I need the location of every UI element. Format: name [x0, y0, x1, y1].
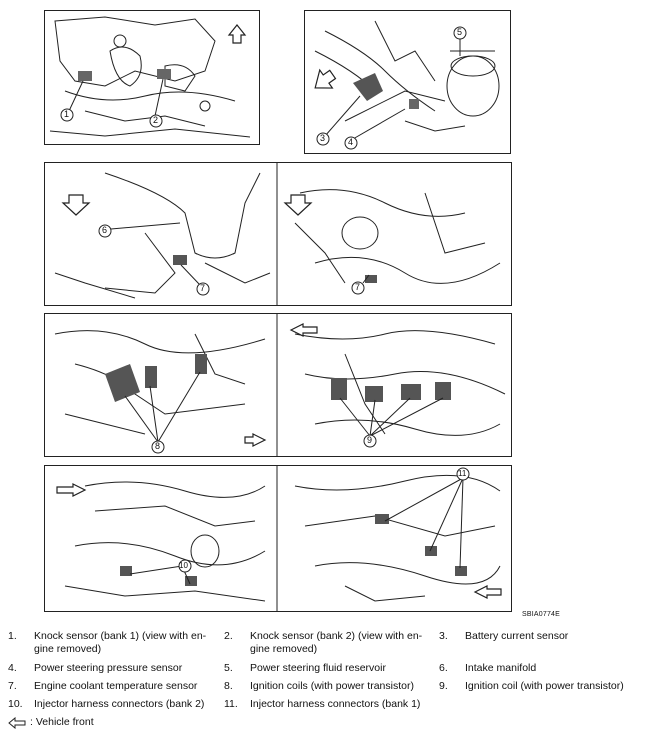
vehicle-front-legend — [8, 716, 308, 732]
callout-4: 4 — [348, 137, 354, 147]
figure-panel-coolant-sensor — [44, 162, 512, 306]
hollow-arrow-left-icon — [8, 717, 26, 729]
engine-drawing-knock-sensors — [45, 11, 259, 144]
callout-8: 8 — [155, 441, 161, 451]
callout-3: 3 — [320, 133, 326, 143]
legend-num: 4. — [8, 662, 17, 674]
figure-code: SBIA0774E — [522, 611, 560, 618]
vehicle-front-label: : Vehicle front — [30, 716, 94, 728]
legend-text: Intake manifold — [465, 662, 537, 674]
legend-num: 1. — [8, 630, 17, 642]
callout-10: 10 — [179, 561, 188, 570]
legend-text-cont: gine removed) — [250, 643, 318, 655]
legend-num: 5. — [224, 662, 233, 674]
legend-row-3 — [8, 680, 643, 698]
legend-num: 8. — [224, 680, 233, 692]
callout-7-alt: 7 — [355, 282, 361, 292]
vehicle-front-arrow-icon — [475, 586, 501, 598]
vehicle-front-arrow-icon — [57, 484, 85, 496]
callout-6: 6 — [102, 225, 108, 235]
callout-2: 2 — [153, 115, 159, 125]
legend-text: Knock sensor (bank 2) (view with en- — [250, 630, 423, 642]
legend-num: 7. — [8, 680, 17, 692]
legend-row-2 — [8, 662, 643, 680]
callout-5: 5 — [457, 27, 463, 37]
legend-num: 11. — [224, 698, 238, 710]
vehicle-front-arrow-icon — [291, 324, 317, 336]
callout-11: 11 — [458, 469, 467, 478]
legend-text: Battery current sensor — [465, 630, 569, 642]
engine-drawing-coolant-sensor — [45, 163, 511, 305]
figure-panel-battery-sensor — [304, 10, 511, 154]
legend-num: 10. — [8, 698, 23, 710]
vehicle-front-arrow-icon — [308, 65, 339, 96]
legend-text: Injector harness connectors (bank 2) — [34, 698, 205, 710]
legend-text: Ignition coils (with power transistor) — [250, 680, 414, 692]
legend-row-4 — [8, 698, 643, 716]
legend-text: Engine coolant temperature sensor — [34, 680, 198, 692]
vehicle-front-arrow-icon — [229, 25, 245, 43]
legend-num: 3. — [439, 630, 448, 642]
figure-panel-knock-sensors — [44, 10, 260, 145]
vehicle-front-arrow-icon — [285, 195, 311, 215]
legend-text: Power steering fluid reservoir — [250, 662, 386, 674]
legend-text: Knock sensor (bank 1) (view with en- — [34, 630, 207, 642]
callout-1: 1 — [64, 109, 70, 119]
legend-num: 2. — [224, 630, 233, 642]
engine-drawing-ignition-coils — [45, 314, 511, 456]
vehicle-front-arrow-icon — [63, 195, 89, 215]
legend-num: 9. — [439, 680, 448, 692]
engine-drawing-battery-sensor — [305, 11, 510, 153]
callout-7: 7 — [200, 283, 206, 293]
legend-text-cont: gine removed) — [34, 643, 102, 655]
legend-text: Ignition coil (with power transistor) — [465, 680, 624, 692]
callout-9: 9 — [367, 435, 373, 445]
engine-drawing-injector-connectors — [45, 466, 511, 611]
figure-panel-injector-connectors — [44, 465, 512, 612]
legend-num: 6. — [439, 662, 448, 674]
legend-text: Power steering pressure sensor — [34, 662, 183, 674]
vehicle-front-arrow-icon — [245, 434, 265, 446]
legend-text: Injector harness connectors (bank 1) — [250, 698, 421, 710]
legend-row-1 — [8, 630, 643, 660]
figure-panel-ignition-coils — [44, 313, 512, 457]
